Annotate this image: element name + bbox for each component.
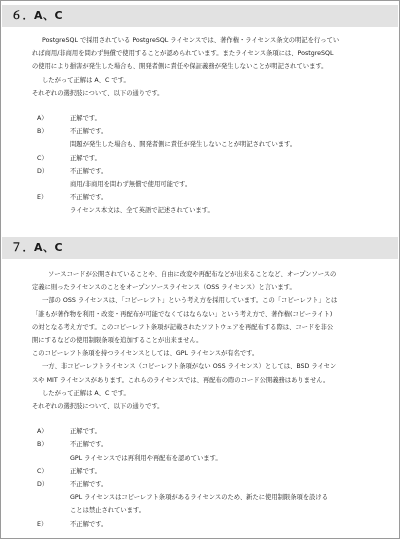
paragraph-line: 一部の OSS ライセンスは、「コピーレフト」という考え方を採用しています。この「コピーレフト」とは bbox=[42, 297, 338, 305]
answer-d bbox=[32, 165, 383, 178]
answer-text: 正解です。 bbox=[70, 115, 101, 123]
answer-b bbox=[32, 438, 383, 451]
answer-text: 正解です。 bbox=[70, 428, 101, 436]
paragraph-line: 一方、非コピーレフトライセンス（コピーレフト条項がない OSS ライセンス）としては、BSD ライセン bbox=[42, 363, 337, 371]
intro-line: それぞれの選択肢について、以下の通りです。 bbox=[32, 89, 164, 97]
answer-e bbox=[32, 518, 383, 531]
answer-b-detail bbox=[32, 138, 383, 151]
answer-detail-text: GPL ライセンスでは再利用や再配布を認めています。 bbox=[70, 454, 222, 462]
paragraph-line: 「誰もが著作物を利用・改変・再配布が可能でなくてはならない」という考え方で、著作権(コピーライト) bbox=[32, 310, 333, 318]
answer-e-detail bbox=[32, 204, 383, 217]
spacer bbox=[32, 413, 383, 425]
answer-text: 不正解です。 bbox=[70, 167, 108, 175]
conclusion-line: したがって正解は A、C です。 bbox=[42, 76, 130, 84]
answer-label: A） bbox=[37, 428, 48, 436]
answer-detail-text: ことは禁止されています。 bbox=[70, 507, 146, 515]
answer-detail-text: 商用/非商用を問わず無償で使用可能です。 bbox=[70, 180, 192, 188]
answer-d-detail bbox=[32, 491, 383, 504]
answer-d-detail bbox=[32, 178, 383, 191]
answer-label: D） bbox=[37, 480, 49, 488]
answer-e bbox=[32, 191, 383, 204]
answer-a bbox=[32, 425, 383, 438]
answer-text: 不正解です。 bbox=[70, 480, 108, 488]
answer-text: 不正解です。 bbox=[70, 128, 108, 136]
paragraph-line: このコピーレフト条項を持つライセンスとしては、GPL ライセンスが有名です。 bbox=[32, 350, 259, 358]
answer-label: C） bbox=[37, 467, 48, 475]
answer-text: 正解です。 bbox=[70, 467, 101, 475]
answer-c bbox=[32, 465, 383, 478]
answer-b bbox=[32, 125, 383, 138]
paragraph-line: 定義に則ったライセンスのことをオープンソースライセンス（OSS ライセンス）と言います。 bbox=[32, 284, 296, 292]
question-6-header: ６．A、C bbox=[2, 5, 398, 27]
answer-label: E） bbox=[37, 520, 48, 528]
answer-text: 不正解です。 bbox=[70, 520, 108, 528]
paragraph-line: の対となる考え方です。このコピーレフト条項が記載されたソフトウェアを再配布する際は、コードを非公 bbox=[32, 323, 334, 331]
answer-d-detail-cont bbox=[32, 504, 383, 517]
answer-b-detail bbox=[32, 452, 383, 465]
answer-label: D） bbox=[37, 167, 49, 175]
answer-label: B） bbox=[37, 128, 48, 136]
answer-text: 正解です。 bbox=[70, 154, 101, 162]
answer-label: E） bbox=[37, 194, 48, 202]
answer-detail-text: ライセンス本文は、全て英語で記述されています。 bbox=[70, 207, 214, 215]
answer-a bbox=[32, 112, 383, 125]
question-6-explanation bbox=[32, 34, 383, 218]
question-7-header: ７．A、C bbox=[2, 237, 398, 259]
paragraph-line: れば商用/非商用を問わず無償で使用することが認められています。またライセンス条項には、PostgreSQL bbox=[32, 50, 334, 58]
answer-detail-text: 問題が発生した場合も、開発者側に責任が発生しないことが明記されています。 bbox=[70, 141, 297, 149]
paragraph-line: ソースコードが公開されていることや、自由に改変や再配布などが出来ることなど、オープンソースの bbox=[48, 271, 337, 278]
question-7-explanation bbox=[32, 268, 383, 531]
answer-label: C） bbox=[37, 154, 48, 162]
intro-line: それぞれの選択肢について、以下の通りです。 bbox=[32, 403, 164, 411]
answer-d bbox=[32, 478, 383, 491]
paragraph-line: の使用により損害が発生した場合も、開発者側に責任や保証義務が発生しないことが明記されています。 bbox=[32, 63, 328, 71]
answer-text: 不正解です。 bbox=[70, 194, 108, 202]
paragraph-line: PostgreSQL で採用されている PostgreSQL ライセンスでは、著作権・ライセンス条文の明記を行ってい bbox=[42, 37, 340, 44]
paragraph-line: 開にするなどの使用制限条項を追加することが出来ません。 bbox=[32, 337, 203, 345]
answer-detail-text: GPL ライセンスはコピーレフト条項があるライセンスのため、新たに使用制限条項を設ける bbox=[70, 494, 329, 502]
answer-label: B） bbox=[37, 441, 48, 449]
answer-c bbox=[32, 152, 383, 165]
answer-label: A） bbox=[37, 115, 48, 123]
conclusion-line: したがって正解は A、C です。 bbox=[42, 389, 130, 397]
answer-text: 不正解です。 bbox=[70, 441, 108, 449]
spacer bbox=[32, 100, 383, 112]
paragraph-line: スや MIT ライセンスがあります。これらのライセンスでは、再配布の際のコード公開義務はありません。 bbox=[32, 376, 330, 384]
